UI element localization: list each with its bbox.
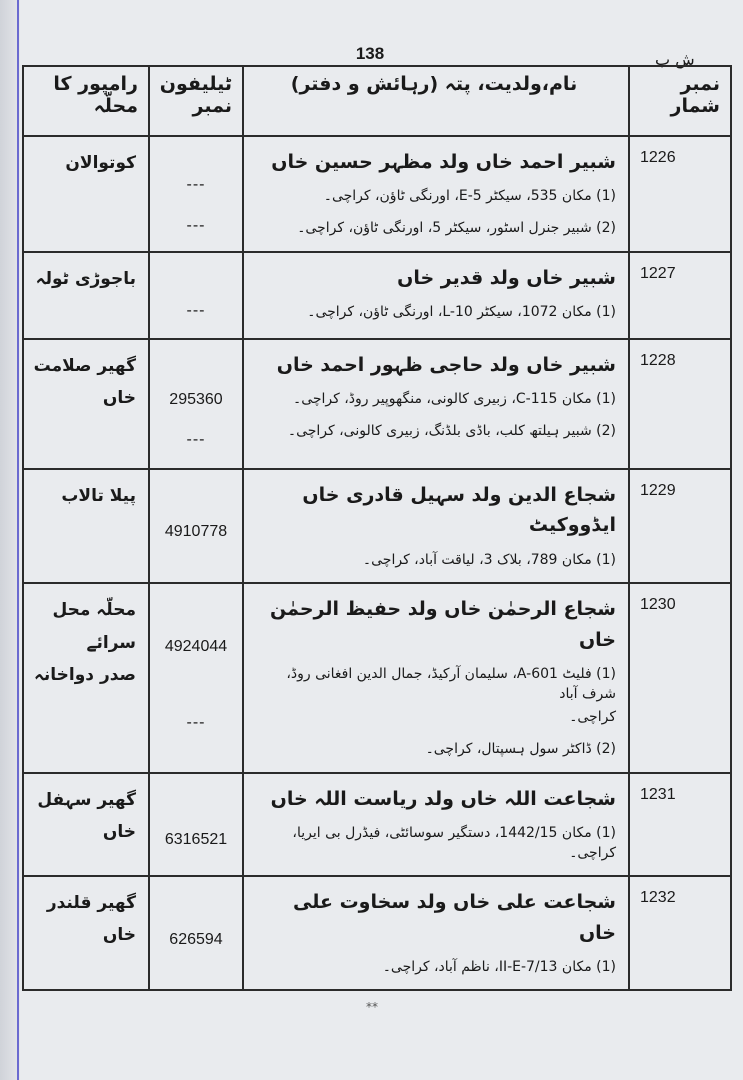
mohalla-text: گھیر صلامت خاں (33, 356, 136, 409)
phone-cell (149, 773, 243, 877)
phone-cell (149, 583, 243, 772)
serial-cell: 1228 (629, 339, 731, 469)
phone-value: 6316521 (164, 830, 228, 848)
mohalla-text: کوتوالان (65, 153, 136, 173)
address-line: (1) مکان 1442/15، دستگیر سوسائٹی، فیڈرل بی ایریا، کراچی۔ (292, 824, 616, 861)
serial-cell: 1231 (629, 773, 731, 877)
person-name: شجاعت علی خاں ولد سخاوت علی خاں (293, 891, 616, 944)
phone-value: --- (186, 431, 206, 448)
person-name: شبیر احمد خاں ولد مظہر حسین خاں (271, 151, 616, 173)
mohalla-cell (23, 583, 149, 772)
mohalla-text: گھیر سہفل خاں (37, 789, 136, 842)
mohalla-cell (23, 876, 149, 990)
person-name: شبیر خاں ولد حاجی ظہور احمد خاں (276, 354, 616, 376)
person-name: شجاع الرحمٰن خاں ولد حفیظ الرحمٰن خاں (270, 598, 616, 651)
phone-value: 626594 (169, 931, 223, 949)
phone-cell (149, 876, 243, 990)
address-line: (1) مکان 535، سیکٹر E-5، اورنگی ٹاؤن، کراچی۔ (323, 188, 616, 205)
serial-cell: 1229 (629, 469, 731, 583)
phone-cell (149, 339, 243, 469)
table-row (23, 583, 731, 772)
serial-cell: 1226 (629, 136, 731, 252)
serial-cell: 1227 (629, 252, 731, 339)
phone-value: --- (186, 176, 206, 193)
address-line: (2) ڈاکٹر سول ہسپتال، کراچی۔ (425, 740, 616, 757)
mohalla-text: صدر دواخانہ (33, 664, 136, 685)
table-row (23, 469, 731, 583)
address-line: (1) مکان II-E-7/13، ناظم آباد، کراچی۔ (382, 958, 616, 975)
mohalla-text: محلّہ محل سرائے (52, 600, 136, 653)
mohalla-cell (23, 252, 149, 339)
address-line: (1) فلیٹ A-601، سلیمان آرکیڈ، جمال الدین افغانی روڈ، شرف آباد (286, 666, 616, 702)
phone-value: --- (186, 302, 206, 319)
person-name: شجاع الدین ولد سہیل قادری خاں ایڈووکیٹ (302, 484, 616, 537)
person-name: شجاعت اللہ خاں ولد ریاست اللہ خاں (270, 787, 616, 810)
address-line: (2) شبیر جنرل اسٹور، سیکٹر 5، اورنگی ٹاؤن، کراچی۔ (297, 219, 616, 236)
address-line: (1) مکان 1072، سیکٹر L-10، اورنگی ٹاؤن، کراچی۔ (307, 304, 616, 321)
page-number: 138 (355, 44, 385, 63)
mohalla-text: گھیر قلندر خاں (46, 893, 136, 946)
phone-cell (149, 252, 243, 339)
name-address-cell (243, 136, 629, 252)
name-address-cell (243, 339, 629, 469)
phone-value: --- (186, 714, 206, 732)
mohalla-cell (23, 469, 149, 583)
mohalla-text: پیلا تالاب (61, 486, 136, 506)
phone-value: --- (186, 217, 206, 234)
directory-table (22, 65, 732, 991)
header-mohalla: رامپور کا محلّہ (23, 66, 149, 136)
header-phone: ٹیلیفون نمبر (149, 66, 243, 136)
header-name-address: نام،ولدیت، پتہ (رہائش و دفتر) (243, 66, 629, 136)
section-mark: ش ب (655, 50, 695, 69)
header-row (23, 66, 731, 136)
address-line: (1) مکان C-115، زبیری کالونی، منگھوپیر روڈ، کراچی۔ (292, 391, 616, 408)
table-row (23, 136, 731, 252)
address-line: کراچی۔ (569, 709, 616, 726)
header-serial: نمبر شمار (629, 66, 731, 136)
name-address-cell (243, 583, 629, 772)
table-row (23, 252, 731, 339)
person-name: شبیر خاں ولد قدیر خاں (397, 267, 616, 289)
mohalla-text: باجوڑی ٹولہ (35, 269, 136, 289)
page-footer-mark: ** (366, 1000, 378, 1014)
name-address-cell (243, 876, 629, 990)
mohalla-cell (23, 136, 149, 252)
table-row (23, 339, 731, 469)
phone-cell (149, 136, 243, 252)
name-address-cell (243, 773, 629, 877)
binding-margin-line (17, 0, 19, 1080)
table-row (23, 773, 731, 877)
address-line: (1) مکان 789، بلاک 3، لیاقت آباد، کراچی۔ (362, 551, 616, 568)
serial-cell: 1232 (629, 876, 731, 990)
name-address-cell (243, 469, 629, 583)
mohalla-cell (23, 339, 149, 469)
serial-cell: 1230 (629, 583, 731, 772)
phone-value: 4924044 (164, 638, 228, 656)
address-line: (2) شبیر ہیلتھ کلب، باڈی بلڈنگ، زبیری کالونی، کراچی۔ (287, 422, 616, 439)
phone-cell (149, 469, 243, 583)
name-address-cell (243, 252, 629, 339)
mohalla-cell (23, 773, 149, 877)
phone-value: 4910778 (164, 523, 228, 540)
phone-value: 295360 (169, 391, 223, 408)
table-row (23, 876, 731, 990)
